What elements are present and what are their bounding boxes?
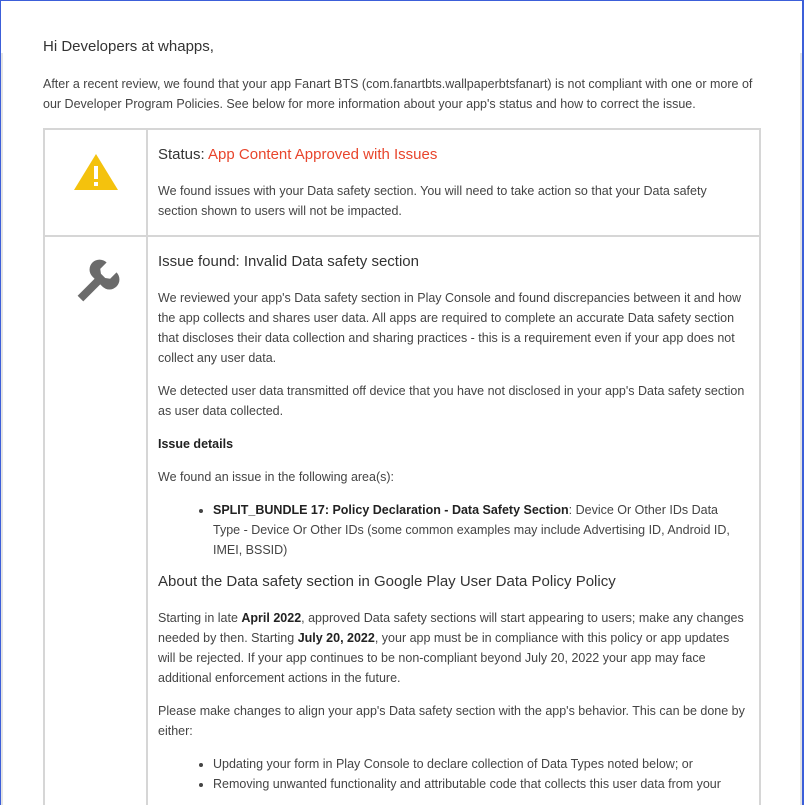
issue-details-item-text: : Device Or Other IDs Data Type - Device Or Other IDs (some common examples may include Advertising ID, Android ID, IMEI, BSSID)	[213, 503, 730, 557]
status-value: App Content Approved with Issues	[208, 146, 438, 163]
issue-details-item-bold: SPLIT_BUNDLE 17: Policy Declaration - Data Safety Section	[213, 503, 569, 517]
option-item: • Removing unwanted functionality and attributable code that collects this user data from your	[213, 774, 747, 794]
wrench-icon	[72, 259, 120, 307]
issue-details-item	[213, 500, 747, 560]
issue-title: Issue found: Invalid Data safety section	[158, 253, 419, 270]
about-p1-text-e: , your app must be in compliance with this policy or app updates will be rejected. If your app continues to be non-compliant beyond July 20, 2022 your app may face additional enforcement actions in the future.	[158, 631, 730, 685]
issue-details-intro: We found an issue in the following area(s):	[158, 470, 395, 484]
issue-body-cell	[147, 236, 760, 805]
about-p1-text-a: Starting in late	[158, 611, 242, 625]
status-row	[44, 129, 760, 236]
about-p1-date-april: April 2022	[241, 611, 302, 625]
issue-details-heading: Issue details	[158, 437, 234, 451]
email-content	[43, 37, 761, 805]
policy-report-table	[43, 128, 761, 805]
status-label: Status:	[158, 146, 209, 163]
issue-row	[44, 236, 760, 805]
intro-paragraph: After a recent review, we found that your app Fanart BTS (com.fanartbts.wallpaperbtsfanart) is not compliant with one or more of our Developer Program Policies. See below for more information about your app's status and how to correct the issue.	[43, 77, 753, 111]
email-sheet	[1, 1, 802, 805]
option-item: • Updating your form in Play Console to declare collection of Data Types noted below; or	[213, 754, 747, 774]
warning-icon	[73, 152, 119, 192]
status-description: We found issues with your Data safety section. You will need to take action so that your Data safety section shown to users will not be impacted.	[158, 184, 707, 218]
about-section-title: About the Data safety section in Google Play User Data Policy Policy	[158, 573, 616, 590]
issue-icon-cell	[44, 236, 147, 805]
left-shadow-edge	[1, 53, 3, 805]
about-paragraph-1	[158, 608, 747, 688]
about-p1-text-c: , approved Data safety sections will start appearing to users; make any changes needed by then. Starting	[158, 611, 744, 645]
greeting: Hi Developers at whapps,	[43, 38, 214, 55]
issue-paragraph-2: We detected user data transmitted off device that you have not disclosed in your app's Data safety section as user data collected.	[158, 384, 745, 418]
status-body-cell	[147, 129, 760, 236]
about-p1-date-july: July 20, 2022	[297, 631, 375, 645]
right-shadow-edge	[800, 53, 802, 805]
status-icon-cell	[44, 129, 147, 236]
status-title	[158, 145, 747, 165]
issue-details-list	[158, 500, 747, 560]
about-paragraph-2: Please make changes to align your app's Data safety section with the app's behavior. This can be done by either:	[158, 704, 745, 738]
issue-paragraph-1: We reviewed your app's Data safety section in Play Console and found discrepancies between it and how the app collects and shares user data. All apps are required to complete an accurate Data safety section that discloses their data collection and sharing practices - this is a requirement even if your app does not collect any user data.	[158, 291, 742, 365]
options-list	[158, 754, 747, 794]
